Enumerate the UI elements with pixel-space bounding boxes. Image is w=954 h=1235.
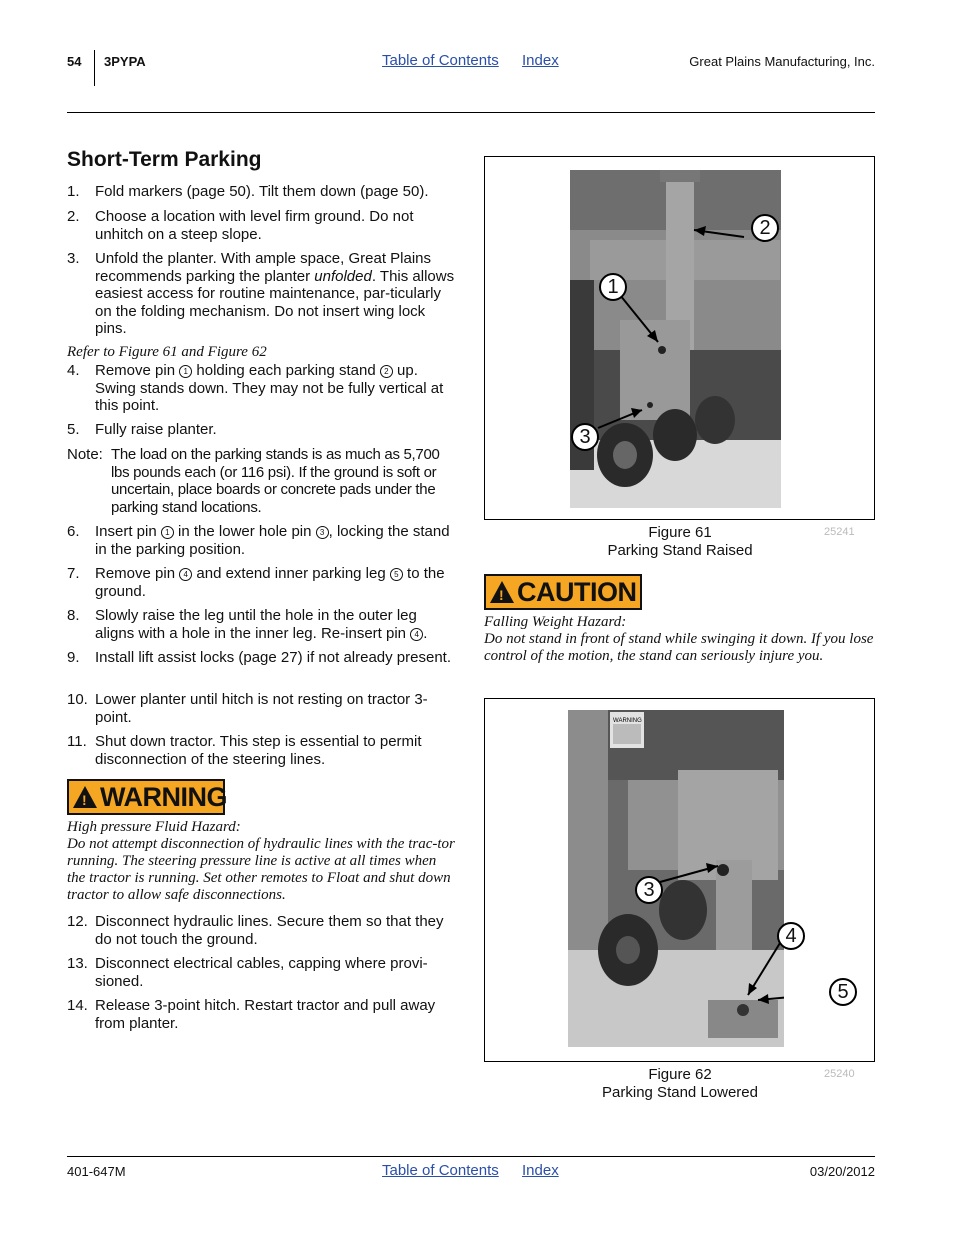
step-number: 5. [67,421,80,438]
caution-hazard-text: Do not stand in front of stand while swinging it down. If you lose control of the motion, the stand can seriously injure you. [484,631,874,664]
step-number: 8. [67,607,80,624]
warning-hazard-text: Do not attempt disconnection of hydraulic lines with the trac-tor running. The steering pressure line is active at all times when the tractor is running. Set other remotes to Float and shut down tractor to allow safe disconnections. [67,836,455,903]
figure-61-id: 25241 [824,526,855,538]
callout-4-badge: 4 [777,922,805,950]
doc-number: 401-647M [67,1164,126,1179]
step-text: Disconnect electrical cables, capping where provi-sioned. [95,955,428,990]
callout-3: 3 [316,526,329,539]
callout-3-badge: 3 [571,423,599,451]
step-text: Slowly raise the leg until the hole in the outer leg aligns with a hole in the inner leg. Re-insert pin 4 . [95,607,428,642]
model-label: 3PYPA [104,54,146,69]
caution-label [484,574,642,610]
note-text: The load on the parking stands is as much as 5,700 lbs pounds each (or 116 psi). If the ground is soft or uncertain, place boards or concrete pads under the parking stand locations. [111,446,440,516]
figure-61-frame [484,156,875,520]
figure-61-number: Figure 61 [648,524,712,541]
note-label: Note: [67,446,103,463]
warning-triangle-icon: ! [73,786,97,808]
callout-1: 1 [161,526,174,539]
callout-5-badge: 5 [829,978,857,1006]
callout-1: 1 [179,365,192,378]
section-title: Short-Term Parking [67,148,262,171]
callout-1-badge: 1 [599,273,627,301]
footer-toc-link[interactable]: Table of Contents [382,1162,499,1179]
step-text: Disconnect hydraulic lines. Secure them so that they do not touch the ground. [95,913,444,948]
header-index-link[interactable]: Index [522,52,559,69]
step-text: Fold markers (page 50). Tilt them down (page 50). [95,183,429,200]
callout-5: 5 [390,568,403,581]
callout-4: 4 [179,568,192,581]
step-text: Release 3-point hitch. Restart tractor and pull away from planter. [95,997,436,1032]
warning-signal-word: WARNING [100,781,227,812]
step-number: 10. [67,691,88,708]
caution-triangle-icon: ! [490,581,514,603]
step-number: 14. [67,997,88,1014]
figure-62-number: Figure 62 [648,1066,712,1083]
step-number: 1. [67,183,80,200]
step-text: Choose a location with level firm ground. Do not unhitch on a steep slope. [95,208,414,243]
header-rule [67,112,875,113]
step-text: Remove pin 1 holding each parking stand 2 up. Swing stands down. They may not be fully vertical at this point. [95,362,444,414]
step-text: Insert pin 1 in the lower hole pin 3 , locking the stand in the parking position. [95,523,450,558]
step-number: 2. [67,208,80,225]
callout-2: 2 [380,365,393,378]
step-number: 9. [67,649,80,666]
page-number: 54 [67,54,82,69]
step-text: Fully raise planter. [95,421,217,438]
callout-4: 4 [410,628,423,641]
step-number: 4. [67,362,80,379]
footer-rule [67,1156,875,1157]
step-number: 6. [67,523,80,540]
warning-label [67,779,225,815]
step-text: Install lift assist locks (page 27) if not already present. [95,649,452,666]
figure-62-photo [568,710,784,1047]
caution-signal-word: CAUTION [517,576,637,607]
warning-hazard-title: High pressure Fluid Hazard: [67,819,241,835]
figure-62-id: 25240 [824,1068,855,1080]
step-text: Unfold the planter. With ample space, Great Plains recommends parking the planter unfolded. This allows easiest access for routine maintenance, par-ticularly on the folding mechanism. Do not insert wing lock pins. [95,250,455,337]
caution-hazard-title: Falling Weight Hazard: [484,614,627,630]
step-text: Shut down tractor. This step is essential to permit disconnection of the steering lines. [95,733,422,768]
header-divider [94,50,95,86]
figure-reference: Refer to Figure 61 and Figure 62 [67,344,267,360]
company-name: Great Plains Manufacturing, Inc. [689,54,875,69]
header-toc-link[interactable]: Table of Contents [382,52,499,69]
figure-62-frame [484,698,875,1062]
step-text: Remove pin 4 and extend inner parking leg 5 to the ground. [95,565,445,600]
figure-61-photo [570,170,781,508]
step-text: Lower planter until hitch is not resting on tractor 3-point. [95,691,428,726]
footer-index-link[interactable]: Index [522,1162,559,1179]
step-number: 11. [67,733,87,750]
step-number: 7. [67,565,80,582]
decal-warning-text: WARNING [613,718,642,724]
callout-3-badge: 3 [635,876,663,904]
step-number: 12. [67,913,88,930]
doc-date: 03/20/2012 [809,1164,875,1179]
step-number: 3. [67,250,80,267]
figure-62-title: Parking Stand Lowered [602,1083,758,1101]
figure-61-title: Parking Stand Raised [607,541,753,559]
step-number: 13. [67,955,88,972]
figure-61-caption [580,524,780,559]
callout-2-badge: 2 [751,214,779,242]
figure-62-caption [580,1066,780,1101]
